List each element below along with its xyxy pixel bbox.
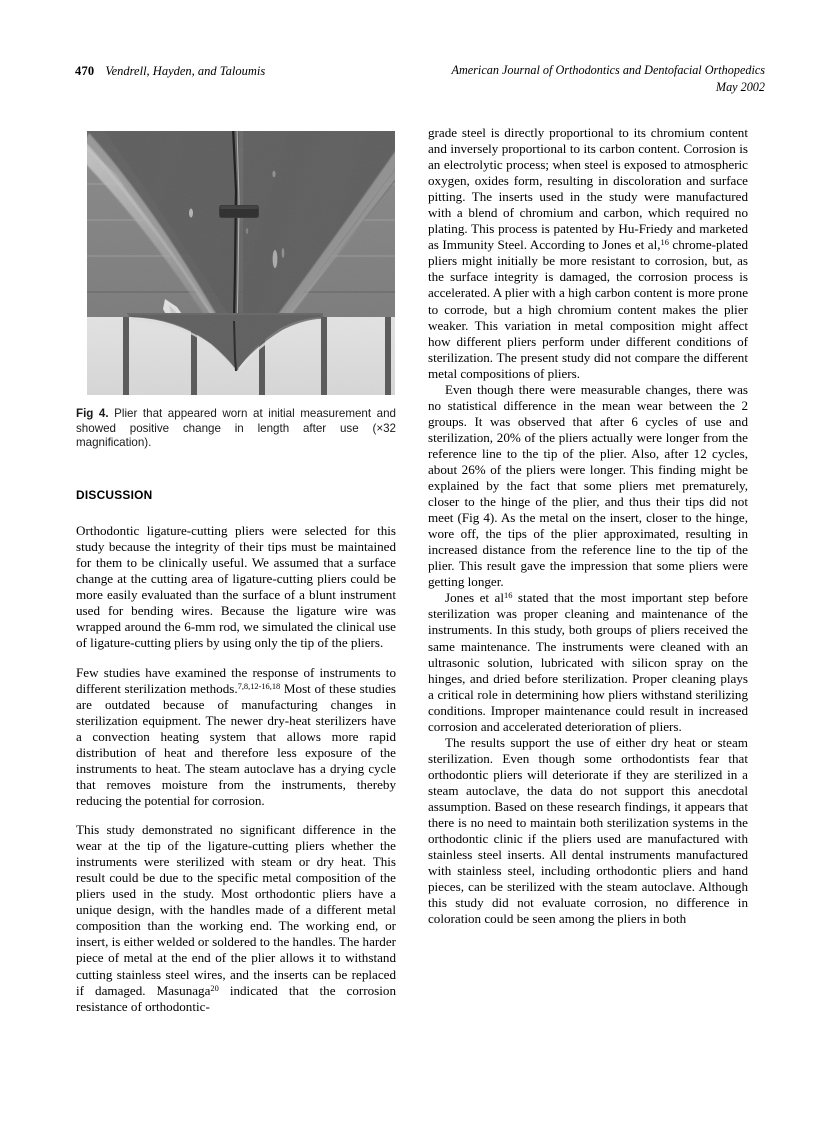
left-column-body: [76, 510, 396, 1028]
running-head-authors: Vendrell, Hayden, and Taloumis: [105, 64, 266, 78]
paragraph: Orthodontic ligature-cutting pliers were selected for this study because the integrity of their tips must be maintained for them to be clinically useful. We assumed that a surface change at the cutting area of ligature-cutting pliers could be more easily evaluated than the surface of a blunt instrument used for bending wires. Because the ligature wire was wrapped around the 6-mm rod, we simulated the clinical use of ligature-cutting pliers by using only the tip of the pliers.: [76, 523, 396, 651]
paragraph: [428, 125, 748, 382]
citation-ref: 7,8,12-16,18: [237, 681, 281, 691]
journal-title: American Journal of Orthodontics and Dentofacial Orthopedics: [451, 63, 765, 77]
paragraph-text: stated that the most important step before sterilization was proper cleaning and maintenance of the instruments. In this study, both groups of pliers received the same maintenance. The instruments were cleaned with an ultrasonic solution, lubricated with silicon spray on the hinges, and dried before sterilization. Proper cleaning plays a critical role in determining how pliers withstand sterilizing conditions. Improper maintenance could result in increased corrosion and accelerated deterioration of pliers.: [428, 590, 748, 734]
paragraph: [76, 822, 396, 1015]
figure-4-image: [87, 131, 395, 395]
paragraph: [76, 665, 396, 809]
paragraph-text: This study demonstrated no significant difference in the wear at the tip of the ligature-cutting pliers whether the instruments were sterilized with steam or dry heat. This result could be due to the specific metal composition of the pliers used in the study. Most orthodontic pliers have a unique design, with the handles made of a different metal composition than the working end. The working end, or insert, is either welded or soldered to the handles. The harder piece of metal at the end of the plier allows it to withstand cutting stainless steel wires, and the inserts can be replaced if damaged. Masunaga: [76, 822, 396, 998]
paragraph: Even though there were measurable changes, there was no statistical difference in the mean wear between the 2 groups. It was observed that after 6 cycles of use and sterilization, 20% of the pliers actually were longer from the reference line to the tip of the plier. Also, after 12 cycles, about 26% of the pliers were longer. This finding might be explained by the fact that some pliers met prematurely, closer to the hinge of the plier, and thus their tips did not meet (Fig 4). As the metal on the insert, closer to the hinge, wore off, the tips of the plier approximated, resulting in increased distance from the reference line to the tip of the plier. This result gave the impression that some pliers were getting longer.: [428, 381, 748, 590]
plier-micrograph: [87, 131, 395, 395]
right-column-body: [428, 125, 748, 927]
figure-label: Fig 4.: [76, 407, 109, 420]
citation-ref: 16: [504, 591, 513, 601]
section-heading-discussion: DISCUSSION: [76, 488, 153, 502]
paragraph-text: Most of these studies are outdated because of manufacturing changes in sterilization equipment. The newer dry-heat sterilizers have a convection heating system that allows more rapid distribution of heat and therefore less exposure of the instruments to heat. The steam autoclave has a drying cycle that removes moisture from the instruments, thereby reducing the potential for corrosion.: [76, 680, 397, 808]
page-number: 470: [75, 64, 95, 78]
paragraph: [428, 590, 748, 734]
paragraph-text: grade steel is directly proportional to its chromium content and inversely proportional to its carbon content. Corrosion is an electrolytic process; when steel is exposed to atmospheric oxygen, oxides form, resulting in discoloration and surface pitting. The inserts used in the study were manufactured with a blend of chromium and carbon, which required no plating. This process is patented by Hu-Friedy and marketed as Immunity Steel. According to Jones et al,: [428, 125, 748, 253]
running-head-left: [75, 62, 265, 80]
issue-date: May 2002: [715, 79, 765, 94]
paragraph-text: Few studies have examined the response of instruments to different sterilization methods.: [76, 664, 396, 696]
figure-caption-text: Plier that appeared worn at initial measurement and showed positive change in length after use (×32 magnification).: [76, 407, 396, 450]
paragraph-text: Jones et al: [445, 590, 505, 606]
paragraph-text: chrome-plated pliers might initially be more resistant to corrosion, but, as the surface integrity is damaged, the corrosion process is accelerated. A plier with a high carbon content is more prone to corrode, but a high chromium content makes the plier weaker. This variation in metal composition might affect how different pliers perform under different conditions of sterilization. The present study did not compare the different metal compositions of pliers.: [428, 237, 749, 381]
paragraph: The results support the use of either dry heat or steam sterilization. Even though some orthodontists fear that orthodontic pliers will deteriorate if they are sterilized in a steam autoclave, the data do not support this anecdotal assumption. Based on these research findings, it appears that there is no need to maintain both sterilization systems in the orthodontic clinic if the pliers used are manufactured with stainless steel inserts. All dental instruments manufactured with stainless steel, including orthodontic pliers and hand pieces, can be sterilized with the steam autoclave. Although this study did not evaluate corrosion, no difference in coloration could be seen among the pliers in both: [428, 734, 748, 927]
running-head: [75, 62, 765, 110]
paragraph-text: indicated that the corrosion resistance of orthodontic-: [76, 982, 396, 1014]
running-head-right: [452, 62, 765, 95]
figure-4-caption: [76, 407, 396, 451]
citation-ref: 20: [210, 983, 219, 993]
citation-ref: 16: [660, 238, 669, 248]
